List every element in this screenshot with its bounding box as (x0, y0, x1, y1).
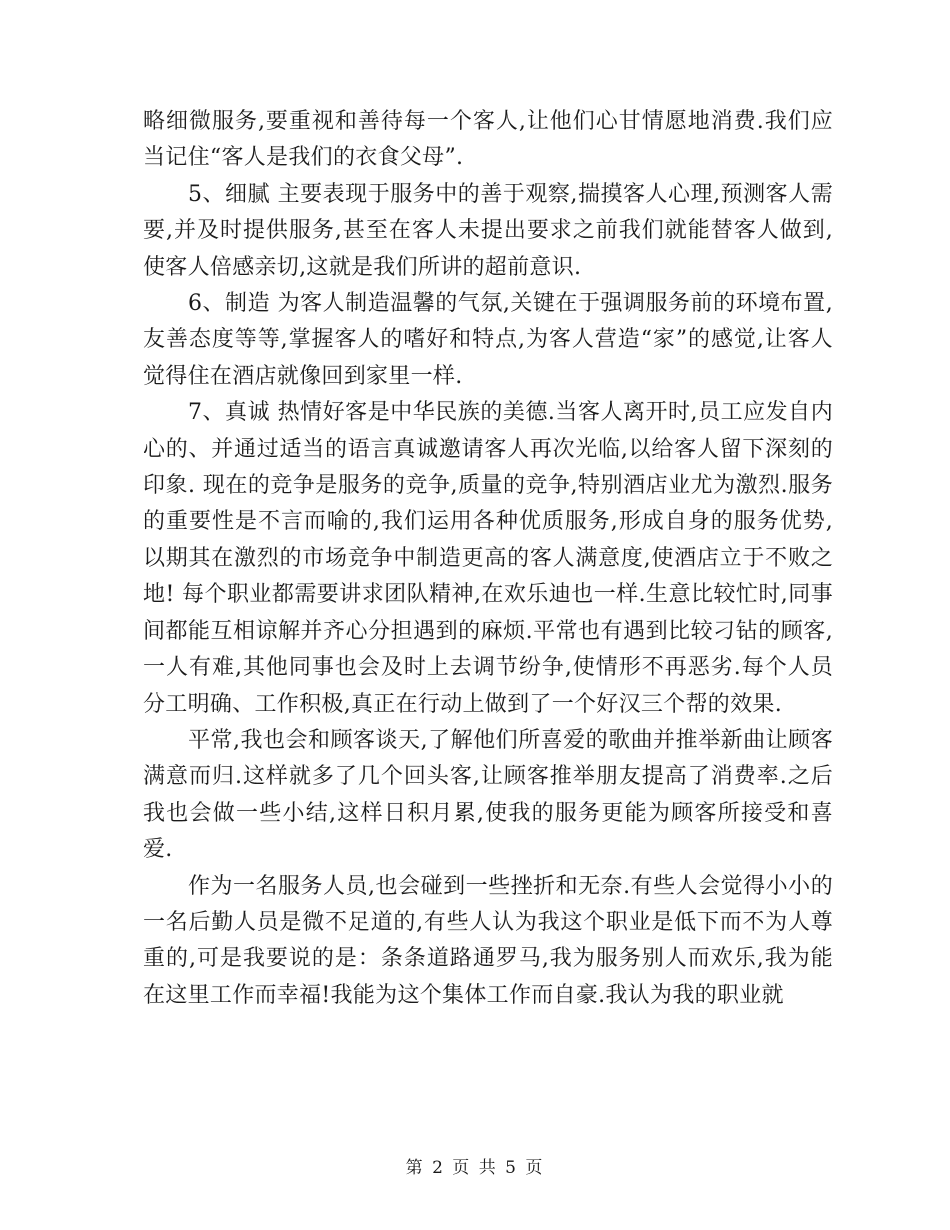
page-footer: 第 2 页 共 5 页 (405, 1158, 545, 1178)
document-body (143, 104, 833, 1014)
paragraph-customer-chat: 平常,我也会和顾客谈天,了解他们所喜爱的歌曲并推举新曲让顾客满意而归.这样就多了几个回头客,让顾客推举朋友提高了消费率.之后我也会做一些小结,这样日积月累,使我的服务更能为顾客所接受和喜爱. (143, 727, 833, 863)
paragraph-service-staff: 作为一名服务人员,也会碰到一些挫折和无奈.有些人会觉得小小的一名后勤人员是微不足道的,有些人认为我这个职业是低下而不为人尊重的,可是我要说的是：条条道路通罗马,我为服务别人而欢乐,我为能在这里工作而幸福!我能为这个集体工作而自豪.我认为我的职业就 (143, 873, 833, 1008)
paragraph-item-6: 6、制造 为客人制造温馨的气氛,关键在于强调服务前的环境布置,友善态度等等,掌握客人的嗜好和特点,为客人营造“家”的感觉,让客人觉得住在酒店就像回到家里一样. (143, 291, 833, 389)
paragraph-item-5: 5、细腻 主要表现于服务中的善于观察,揣摸客人心理,预测客人需要,并及时提供服务,甚至在客人未提出要求之前我们就能替客人做到,使客人倍感亲切,这就是我们所讲的超前意识. (143, 181, 833, 280)
paragraph-continuation: 略细微服务,要重视和善待每一个客人,让他们心甘情愿地消费.我们应当记住“客人是我们的衣食父母”. (143, 109, 833, 171)
paragraph-item-7: 7、真诚 热情好客是中华民族的美德.当客人离开时,员工应发自内心的、并通过适当的语言真诚邀请客人再次光临,以给客人留下深刻的印象. 现在的竞争是服务的竞争,质量的竞争,特别酒店业尤为激烈.服务的重要性是不言而喻的,我们运用各种优质服务,形成自身的服务优势,以期其在激烈的市场竞争中制造更高的客人满意度,使酒店立于不败之地! 每个职业都需要讲求团队精神,在欢乐迪也一样.生意比较忙时,同事间都能互相谅解并齐心分担遇到的麻烦.平常也有遇到比较刁钻的顾客,一人有难,其他同事也会及时上去调节纷争,使情形不再恶劣.每个人员分工明确、工作积极,真正在行动上做到了一个好汉三个帮的效果. (143, 400, 833, 717)
